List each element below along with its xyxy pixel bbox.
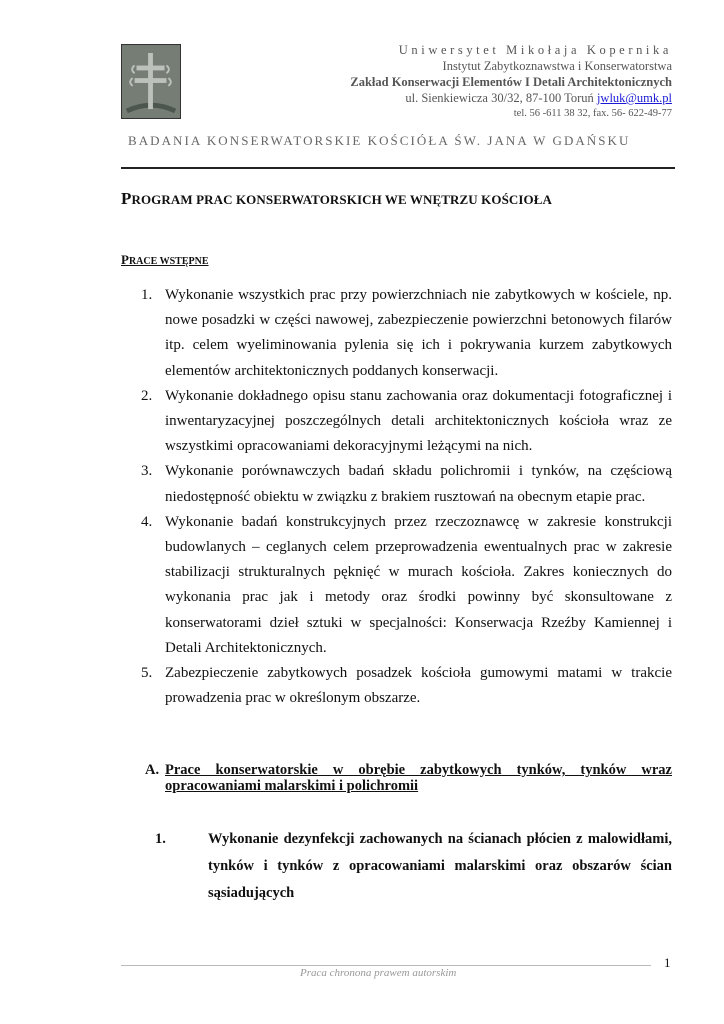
phone-line: tel. 56 -611 38 32, fax. 56- 622-49-77 bbox=[513, 108, 672, 119]
section-a-title-line2: opracowaniami malarskimi i polichromii bbox=[165, 777, 419, 794]
list-item-text: Zabezpieczenie zabytkowych posadzek kościoła gumowymi matami w trakcie prowadzenia prac w określonym obszarze. bbox=[165, 665, 672, 707]
page-number: 1 bbox=[664, 955, 671, 970]
document-title-initial: P bbox=[121, 189, 132, 208]
copyright-footer: Praca chronona prawem autorskim bbox=[300, 967, 457, 979]
university-name: Uniwersytet Mikołaja Kopernika bbox=[398, 43, 672, 57]
cross-emblem-icon bbox=[122, 45, 180, 118]
project-title: BADANIA KONSERWATORSKIE KOŚCIÓŁA ŚW. JANA W GDAŃSKU bbox=[128, 133, 631, 148]
subsection-1-text: Wykonanie dezynfekcji zachowanych na ścianach płócien z malowidłami, tynków i tynków z opracowaniami malarskimi oraz obszarów ścian sąsiadujących bbox=[208, 831, 672, 901]
section-heading-rest: RACE WSTĘPNE bbox=[128, 256, 209, 267]
list-item-text: Wykonanie badań konstrukcyjnych przez rzeczoznawcę w zakresie konstrukcji budowlanych – ceglanych celem przeprowadzenia ewentualnych prac w zakresie stabilizacji strukturalnych pęknięć w murach kościoła. Zakres koniecznych do wykonania prac jak i metody oraz środki powinny być skonsultowane z konserwatorami dzieł sztuki w specjalności: Konserwacja Rzeźby Kamiennej i Detali Architektonicznych. bbox=[165, 513, 672, 656]
list-item-text: Wykonanie porównawczych badań składu polichromii i tynków, na częściową niedostępność obiektu w związku z brakiem rusztowań na obecnym etapie prac. bbox=[165, 463, 672, 505]
header-divider bbox=[121, 167, 675, 169]
section-heading-preliminary bbox=[121, 252, 209, 268]
subsection-1-number: 1. bbox=[155, 831, 166, 847]
section-a-title bbox=[145, 763, 672, 794]
list-item-text: Wykonanie wszystkich prac przy powierzchniach nie zabytkowych w kościele, np. nowe posadzki w części nawowej, zabezpieczenie powierzchni betonowych filarów itp. celem wyeliminowania pylenia się ich i pokrywania kurzem zabytkowych elementów architektonicznych poddanych konserwacji. bbox=[165, 287, 672, 379]
list-item bbox=[138, 384, 672, 460]
subsection-1-heading bbox=[155, 826, 672, 907]
list-item-text: Wykonanie dokładnego opisu stanu zachowania oraz dokumentacji fotograficznej i inwentaryzacyjnej poszczególnych detali architektonicznych kościoła wraz ze wszystkimi opracowaniami dekoracyjnymi leżącymi na nich. bbox=[165, 387, 672, 455]
section-heading-initial: P bbox=[121, 252, 129, 267]
list-item bbox=[138, 283, 672, 384]
list-item bbox=[138, 510, 672, 661]
list-item-number: 1. bbox=[141, 287, 153, 303]
institution-header bbox=[350, 42, 672, 122]
list-item-number: 5. bbox=[141, 665, 153, 682]
list-item-number: 4. bbox=[141, 513, 153, 530]
list-item bbox=[138, 459, 672, 509]
section-a-title-line1: Prace konserwatorskie w obrębie zabytkowych tynków, tynków wraz bbox=[165, 762, 672, 778]
institute-name: Instytut Zabytkoznawstwa i Konserwatorstwa bbox=[442, 59, 672, 73]
list-item bbox=[138, 661, 672, 711]
street-address: ul. Sienkiewicza 30/32, 87-100 Toruń bbox=[405, 91, 594, 105]
footer-divider bbox=[121, 965, 651, 966]
document-title bbox=[121, 189, 552, 209]
email-link[interactable]: jwluk@umk.pl bbox=[596, 91, 672, 105]
section-a-heading bbox=[145, 763, 672, 794]
address-line bbox=[350, 90, 672, 106]
list-item-number: 3. bbox=[141, 463, 153, 480]
department-name: Zakład Konserwacji Elementów I Detali Architektonicznych bbox=[350, 75, 672, 89]
institution-logo bbox=[121, 44, 181, 119]
document-title-rest: ROGRAM PRAC KONSERWATORSKICH WE WNĘTRZU KOŚCIOŁA bbox=[131, 192, 553, 207]
preliminary-work-list bbox=[138, 283, 672, 711]
list-item-number: 2. bbox=[141, 387, 153, 404]
section-a-letter: A. bbox=[145, 762, 160, 778]
